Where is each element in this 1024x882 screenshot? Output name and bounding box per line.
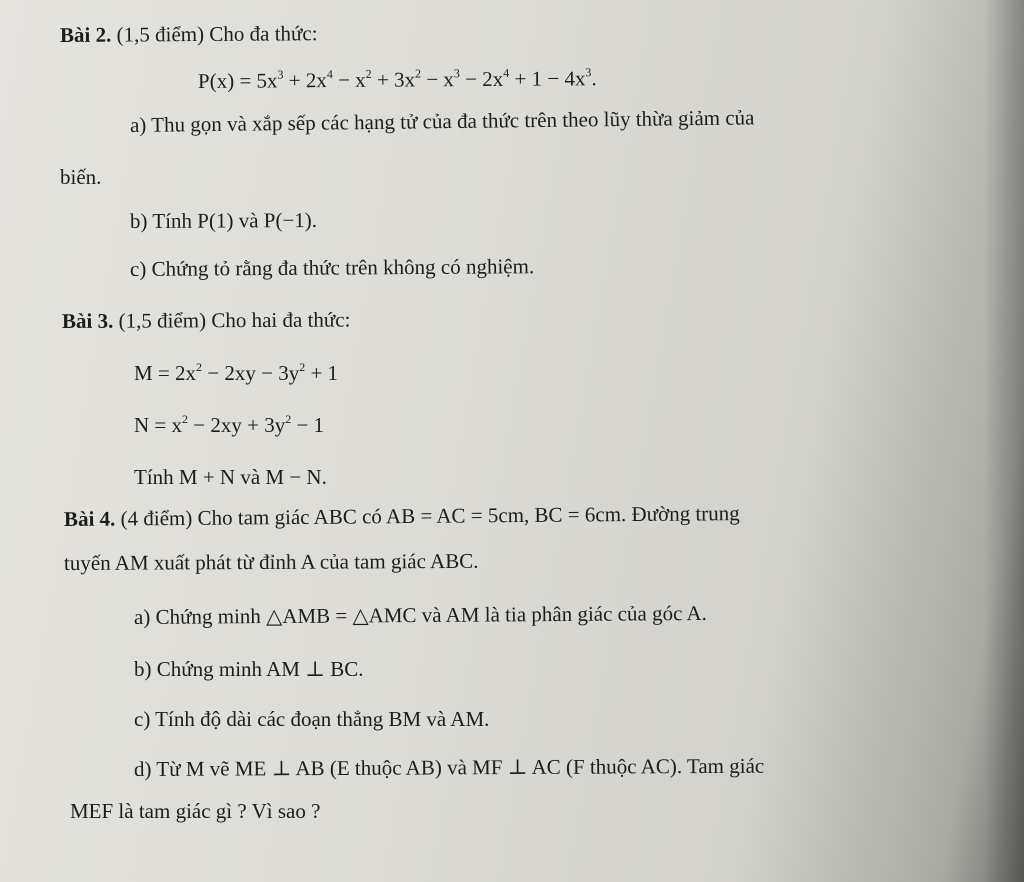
- polynomial-n: [134, 412, 324, 441]
- bai4-part-c: c) Tính độ dài các đoạn thẳng BM và AM.: [134, 707, 490, 731]
- poly-term: + 1 − 4x: [509, 66, 586, 91]
- poly-exponent: 2: [365, 66, 372, 81]
- poly-term: − 2xy + 3y: [188, 413, 286, 437]
- bai4-title: Bài 4.: [63, 506, 116, 531]
- bai2-part-a-line1: a) Thu gọn và xắp sếp các hạng tử của đa thức trên theo lũy thừa giảm của: [129, 105, 755, 137]
- poly-term: + 3x: [371, 67, 416, 92]
- poly-exponent: 2: [182, 412, 189, 426]
- poly-term: + 2x: [283, 68, 327, 93]
- polynomial-m: [134, 360, 338, 389]
- poly-term: − x: [420, 67, 454, 92]
- bai2-part-a-line2: biến.: [60, 165, 102, 189]
- poly-term: .: [591, 66, 597, 91]
- bai2-title: Bài 2.: [59, 22, 112, 47]
- poly-term: − 2x: [459, 66, 504, 92]
- poly-exponent: 4: [326, 67, 333, 82]
- bai4-part-a: a) Chứng minh △AMB = △AMC và AM là tia phân giác của góc A.: [133, 601, 707, 629]
- poly-exponent: 2: [414, 66, 422, 81]
- poly-exponent: 2: [299, 360, 306, 374]
- poly-term: − 1: [291, 413, 325, 437]
- paper-shadow: [984, 0, 1024, 882]
- bai3-title: Bài 3.: [61, 308, 114, 333]
- bai2-heading: [60, 20, 318, 48]
- poly-term: P(x) = 5x: [197, 68, 278, 93]
- bai2-header: (1,5 điểm) Cho đa thức:: [116, 21, 318, 47]
- poly-exponent: 3: [277, 67, 284, 82]
- bai2-part-c: c) Chứng tỏ rằng đa thức trên không có nghiệm.: [129, 254, 535, 281]
- poly-term: M = 2x: [134, 361, 197, 385]
- bai4-header-line2: tuyến AM xuất phát từ đỉnh A của tam giác ABC.: [63, 548, 479, 575]
- bai3-heading: [62, 306, 351, 334]
- poly-exponent: 3: [585, 65, 592, 80]
- bai4-part-b: b) Chứng minh AM ⊥ BC.: [134, 657, 364, 681]
- poly-exponent: 2: [285, 412, 292, 426]
- bai2-part-b: b) Tính P(1) và P(−1).: [129, 208, 318, 233]
- poly-term: − x: [332, 67, 366, 93]
- poly-exponent: 2: [196, 360, 203, 374]
- bai4-part-d-line1: d) Từ M vẽ ME ⊥ AB (E thuộc AB) và MF ⊥ AC (F thuộc AC). Tam giác: [133, 753, 765, 781]
- bai3-header: (1,5 điểm) Cho hai đa thức:: [118, 307, 351, 333]
- bai4-heading: [64, 500, 740, 532]
- bai4-part-d-line2: MEF là tam giác gì ? Vì sao ?: [70, 799, 321, 823]
- poly-term: − 2xy − 3y: [202, 361, 300, 385]
- poly-term: N = x: [134, 413, 183, 437]
- polynomial-p: [198, 65, 597, 97]
- poly-term: + 1: [305, 361, 339, 385]
- bai4-header-line1: (4 điểm) Cho tam giác ABC có AB = AC = 5cm, BC = 6cm. Đường trung: [120, 501, 740, 531]
- poly-exponent: 3: [453, 66, 460, 81]
- bai3-task: Tính M + N và M − N.: [134, 465, 327, 489]
- poly-exponent: 4: [503, 65, 510, 80]
